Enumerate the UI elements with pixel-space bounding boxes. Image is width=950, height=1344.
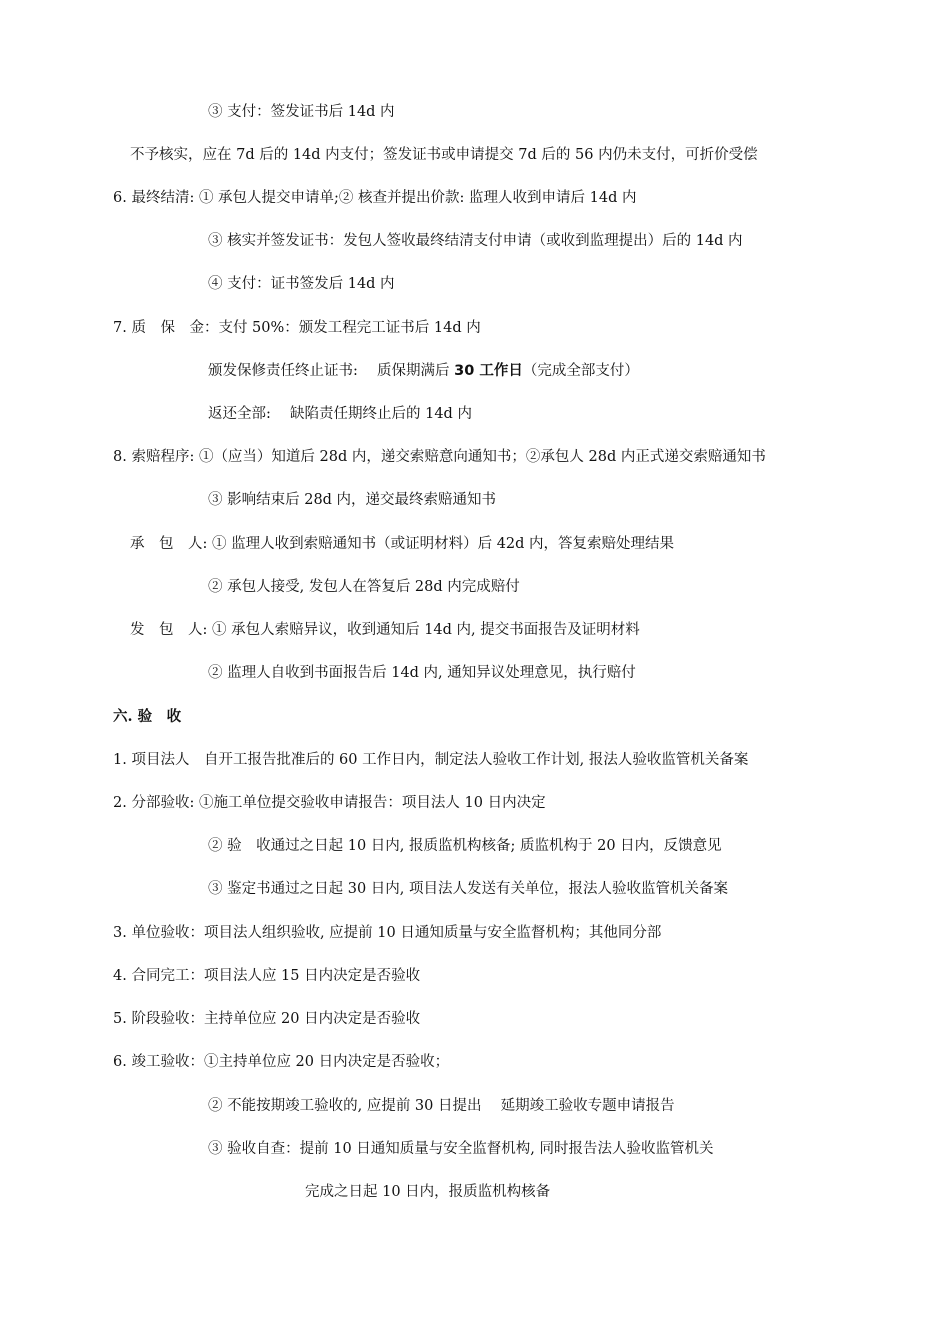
text-line: 7. 质 保 金：支付 50%：颁发工程完工证书后 14d 内 (113, 320, 481, 336)
text-line: 3. 单位验收：项目法人组织验收, 应提前 10 日通知质量与安全监督机构；其他同分部 (113, 925, 662, 941)
text-line: ② 承包人接受, 发包人在答复后 28d 内完成赔付 (208, 579, 520, 595)
text-line: ③ 核实并签发证书：发包人签收最终结清支付申请（或收到监理提出）后的 14d 内 (208, 233, 743, 249)
text-line: ④ 支付：证书签发后 14d 内 (208, 276, 395, 292)
text-line: 6. 最终结清: ① 承包人提交申请单;② 核查并提出价款: 监理人收到申请后 14d 内 (113, 190, 637, 206)
text-line: 8. 索赔程序: ①（应当）知道后 28d 内，递交索赔意向通知书；②承包人 28d 内正式递交索赔通知书 (113, 449, 766, 465)
text-segment: 颁发保修责任终止证书: 质保期满后 (208, 363, 455, 379)
text-line: 6. 竣工验收：①主持单位应 20 日内决定是否验收； (113, 1054, 450, 1070)
text-line: 5. 阶段验收：主持单位应 20 日内决定是否验收 (113, 1011, 421, 1027)
text-line: 发 包 人: ① 承包人索赔异议，收到通知后 14d 内, 提交书面报告及证明材料 (130, 622, 640, 638)
text-line: ② 不能按期竣工验收的, 应提前 30 日提出 延期竣工验收专题申请报告 (208, 1098, 675, 1114)
section-heading: 六. 验 收 (113, 708, 182, 725)
text-line (208, 361, 639, 381)
text-line: ③ 鉴定书通过之日起 30 日内, 项目法人发送有关单位，报法人验收监管机关备案 (208, 881, 728, 897)
text-line: ③ 影响结束后 28d 内，递交最终索赔通知书 (208, 492, 497, 508)
text-line: 1. 项目法人 自开工报告批准后的 60 工作日内，制定法人验收工作计划, 报法人验收监管机关备案 (113, 752, 749, 768)
text-line: 4. 合同完工：项目法人应 15 日内决定是否验收 (113, 968, 421, 984)
text-line: 完成之日起 10 日内，报质监机构核备 (305, 1184, 551, 1200)
text-line: 返还全部: 缺陷责任期终止后的 14d 内 (208, 406, 472, 422)
text-line: ③ 支付：签发证书后 14d 内 (208, 104, 395, 120)
text-line: ② 验 收通过之日起 10 日内, 报质监机构核备; 质监机构于 20 日内，反馈意见 (208, 838, 722, 854)
text-segment: （完成全部支付） (522, 363, 639, 379)
text-line: 承 包 人: ① 监理人收到索赔通知书（或证明材料）后 42d 内，答复索赔处理结果 (130, 536, 675, 552)
bold-text-segment: 30 工作日 (454, 363, 523, 379)
text-line: ② 监理人自收到书面报告后 14d 内, 通知异议处理意见，执行赔付 (208, 665, 636, 681)
text-line: 不予核实，应在 7d 后的 14d 内支付；签发证书或申请提交 7d 后的 56 内仍未支付，可折价受偿 (130, 147, 758, 163)
text-line: 2. 分部验收: ①施工单位提交验收申请报告：项目法人 10 日内决定 (113, 795, 546, 811)
text-line: ③ 验收自查：提前 10 日通知质量与安全监督机构, 同时报告法人验收监管机关 (208, 1141, 714, 1157)
